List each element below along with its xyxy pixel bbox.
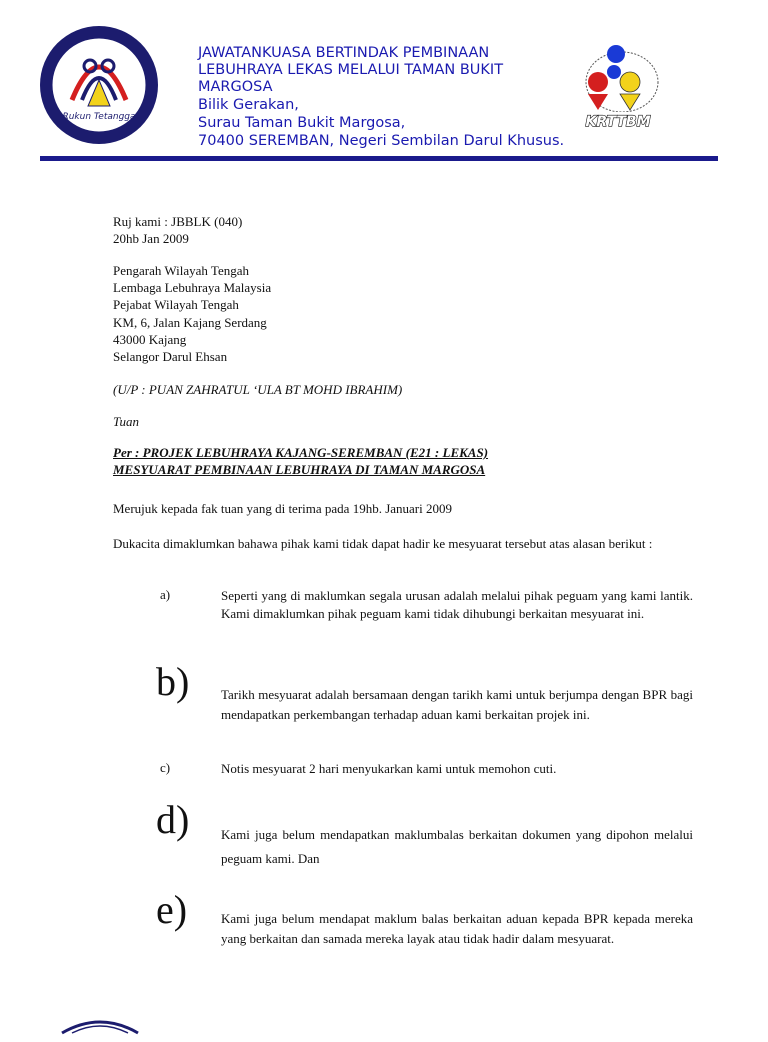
item-text-c: Notis mesyuarat 2 hari menyukarkan kami untuk memohon cuti. [221,761,557,776]
address-line1: Bilik Gerakan, [198,97,299,113]
item-text-b: Tarikh mesyuarat adalah bersamaan dengan tarikh kami untuk berjumpa dengan BPR bagi mendapatkan perkembangan terhadap aduan kami berkaitan projek ini. [221,687,693,722]
reference-number: Ruj kami : JBBLK (040) [113,214,243,229]
item-label-e: e) [156,887,188,932]
item-label-b: b) [156,659,190,704]
logo-left-text: Rukun Tetangga [62,112,136,122]
subject-line2: MESYUARAT PEMBINAAN LEBUHRAYA DI TAMAN MARGOSA [113,462,486,477]
recipient-line: Pejabat Wilayah Tengah [113,297,239,312]
header-divider [40,156,718,161]
item-label-a: a) [160,587,171,602]
item-text-a: Seperti yang di maklumkan segala urusan adalah melalui pihak peguam yang kami lantik. Kami dimaklumkan pihak peguam kami tidak dihubungi berkaitan mesyuarat ini. [221,588,693,621]
org-name-line3: MARGOSA [198,79,273,95]
krttbm-logo [578,42,660,132]
bottom-seal-partial [60,1012,140,1042]
org-name-line2: LEBUHRAYA LEKAS MELALUI TAMAN BUKIT [198,62,504,78]
regret-paragraph: Dukacita dimaklumkan bahawa pihak kami tidak dapat hadir ke mesyuarat tersebut atas alasan berikut : [113,536,653,551]
logo-right-text: KRTTBM [585,114,651,130]
item-text-e: Kami juga belum mendapat maklum balas berkaitan aduan kepada BPR kepada mereka yang berkaitan dan samada mereka layak atau tidak hadir dalam mesyuarat. [221,911,693,946]
recipient-line: Selangor Darul Ehsan [113,349,228,364]
recipient-line: Lembaga Lebuhraya Malaysia [113,280,272,295]
item-text-d: Kami juga belum mendapatkan maklumbalas berkaitan dokumen yang dipohon melalui peguam kami. Dan [221,827,693,866]
letter-date: 20hb Jan 2009 [113,231,189,246]
recipient-line: 43000 Kajang [113,332,187,347]
recipient-line: KM, 6, Jalan Kajang Serdang [113,315,267,330]
attention-line: (U/P : PUAN ZAHRATUL ‘ULA BT MOHD IBRAHIM) [113,382,403,397]
rukun-tetangga-logo [38,24,160,146]
salutation: Tuan [113,414,140,429]
subject-line1: Per : PROJEK LEBUHRAYA KAJANG-SEREMBAN (E21 : LEKAS) [113,445,489,460]
intro-paragraph: Merujuk kepada fak tuan yang di terima pada 19hb. Januari 2009 [113,501,452,516]
letterhead [190,40,590,157]
recipient-line: Pengarah Wilayah Tengah [113,263,249,278]
item-label-c: c) [160,760,171,775]
item-label-d: d) [156,797,190,842]
org-name-line1: JAWATANKUASA BERTINDAK PEMBINAAN [198,45,490,61]
address-line3: 70400 SEREMBAN, Negeri Sembilan Darul Khusus. [198,133,565,149]
address-line2: Surau Taman Bukit Margosa, [198,115,406,131]
